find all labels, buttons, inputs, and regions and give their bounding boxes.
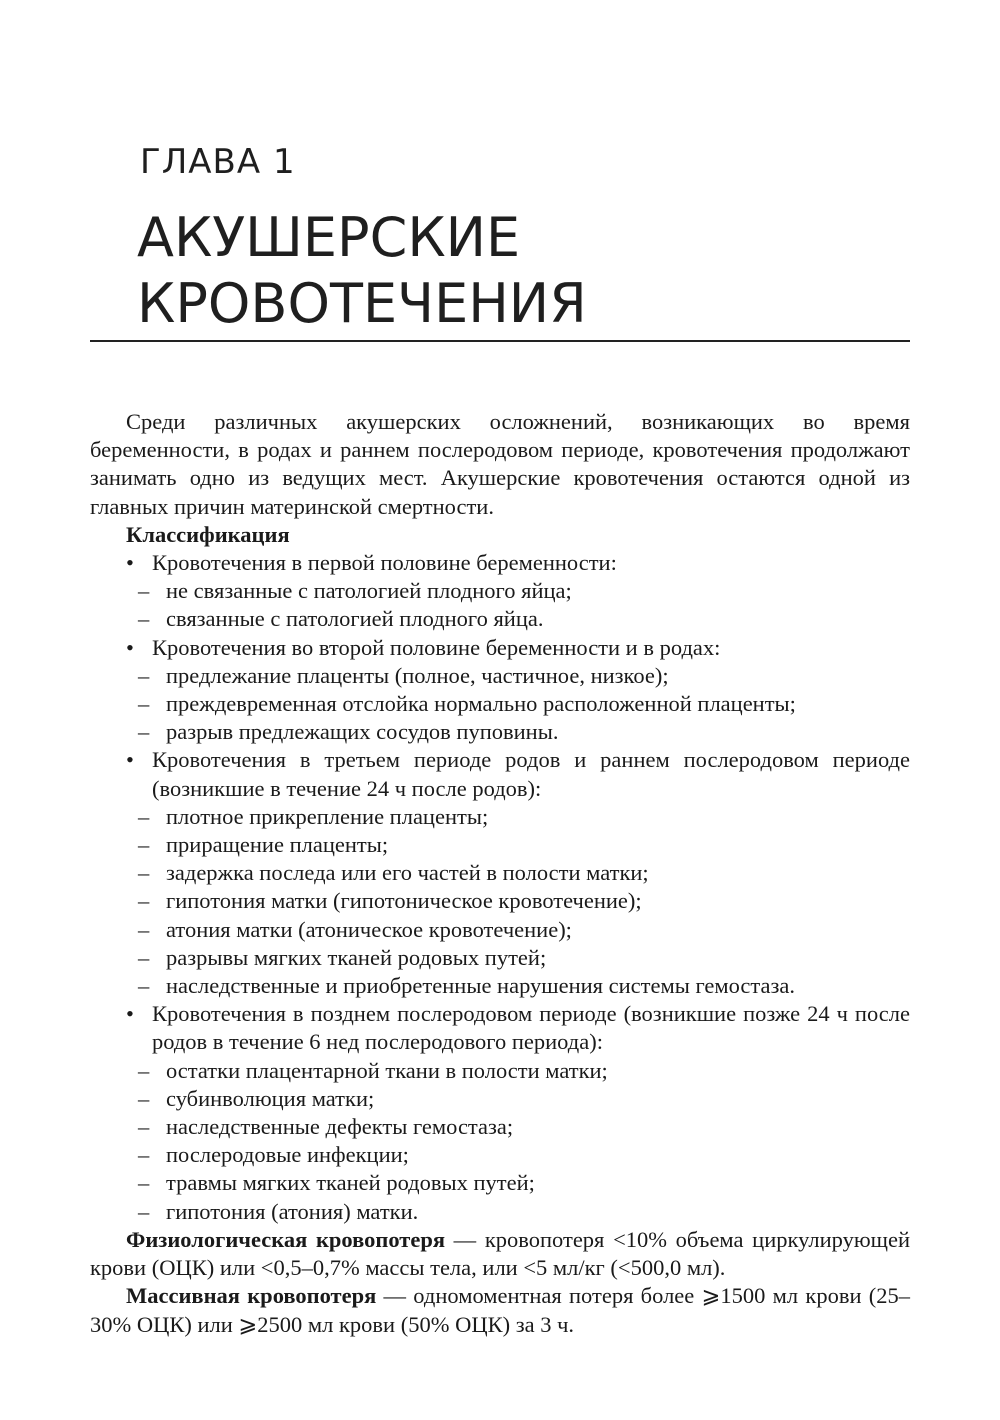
dash-icon: – — [138, 1057, 150, 1083]
dash-icon: – — [138, 1170, 150, 1196]
bullet-icon: • — [126, 634, 134, 660]
list-item: – послеродовые инфекции; — [90, 1141, 910, 1169]
bullet-icon: • — [126, 550, 134, 576]
chapter-title — [137, 205, 587, 337]
list-item: – гипотония (атония) матки. — [90, 1198, 910, 1226]
classification-list — [90, 549, 910, 1226]
definition-text: — кровопотеря <10% объема циркулирующей крови (ОЦК) или <0,5–0,7% массы тела, или <5 мл/кг (<500,0 мл). — [90, 1226, 911, 1281]
list-item: – остатки плацентарной ткани в полости матки; — [90, 1057, 910, 1085]
group-title: Кровотечения в первой половине беременности: — [152, 550, 617, 576]
list-item: – наследственные и приобретенные нарушения системы гемостаза. — [90, 972, 910, 1000]
dash-icon: – — [138, 691, 150, 717]
list-item: – наследственные дефекты гемостаза; — [90, 1113, 910, 1141]
dash-icon: – — [138, 662, 150, 688]
dash-icon: – — [138, 1085, 150, 1111]
definition-term: Физиологическая кровопотеря — [126, 1226, 446, 1252]
list-item: – разрыв предлежащих сосудов пуповины. — [90, 718, 910, 746]
classification-group — [90, 1000, 910, 1056]
group-title: Кровотечения в позднем послеродовом периоде (возникшие позже 24 ч после родов в течение 6 нед послеродового периода): — [152, 1001, 910, 1055]
classification-group — [90, 634, 910, 662]
bullet-icon: • — [126, 747, 134, 773]
list-item: – предлежание плаценты (полное, частичное, низкое); — [90, 662, 910, 690]
list-item: – гипотония матки (гипотоническое кровотечение); — [90, 887, 910, 915]
group-title: Кровотечения во второй половине беременности и в родах: — [152, 634, 721, 660]
dash-icon: – — [138, 916, 150, 942]
chapter-title-line: КРОВОТЕЧЕНИЯ — [137, 272, 587, 335]
intro-paragraph: Среди различных акушерских осложнений, возникающих во время беременности, в родах и раннем послеродовом периоде, кровотечения продолжают занимать одно из ведущих мест. Акушерские кровотечения остаются одной из главных причин материнской смертности. — [90, 409, 910, 519]
definition-physiological-blood-loss — [90, 1226, 910, 1282]
dash-icon: – — [138, 606, 150, 632]
definition-term: Массивная кровопотеря — [126, 1283, 377, 1309]
dash-icon: – — [138, 860, 150, 886]
page-body — [90, 408, 910, 1339]
list-item: – приращение плаценты; — [90, 831, 910, 859]
list-item: – плотное прикрепление плаценты; — [90, 803, 910, 831]
bullet-icon: • — [126, 1001, 134, 1027]
group-title: Кровотечения в третьем периоде родов и раннем послеродовом периоде (возникшие в течение 24 ч после родов): — [152, 747, 910, 801]
dash-icon: – — [138, 1114, 150, 1140]
list-item: – травмы мягких тканей родовых путей; — [90, 1169, 910, 1197]
list-item: – атония матки (атоническое кровотечение); — [90, 916, 910, 944]
dash-icon: – — [138, 719, 150, 745]
list-item: – преждевременная отслойка нормально расположенной плаценты; — [90, 690, 910, 718]
dash-icon: – — [138, 973, 150, 999]
dash-icon: – — [138, 888, 150, 914]
list-item: – субинволюция матки; — [90, 1085, 910, 1113]
list-item: – задержка последа или его частей в полости матки; — [90, 859, 910, 887]
title-divider — [90, 340, 910, 342]
classification-group — [90, 549, 910, 577]
chapter-title-line: АКУШЕРСКИЕ — [137, 206, 521, 269]
classification-heading: Классификация — [126, 521, 290, 547]
dash-icon: – — [138, 803, 150, 829]
list-item: – разрывы мягких тканей родовых путей; — [90, 944, 910, 972]
dash-icon: – — [138, 578, 150, 604]
list-item: – связанные с патологией плодного яйца. — [90, 605, 910, 633]
dash-icon: – — [138, 944, 150, 970]
classification-group — [90, 746, 910, 802]
definition-massive-blood-loss — [90, 1282, 910, 1338]
list-item: – не связанные с патологией плодного яйца; — [90, 577, 910, 605]
definition-text: — одномоментная потеря более ⩾1500 мл крови (25–30% ОЦК) или ⩾2500 мл крови (50% ОЦК) за 3 ч. — [90, 1283, 910, 1337]
dash-icon: – — [138, 1142, 150, 1168]
dash-icon: – — [138, 832, 150, 858]
dash-icon: – — [138, 1198, 150, 1224]
chapter-label: ГЛАВА 1 — [140, 142, 296, 182]
